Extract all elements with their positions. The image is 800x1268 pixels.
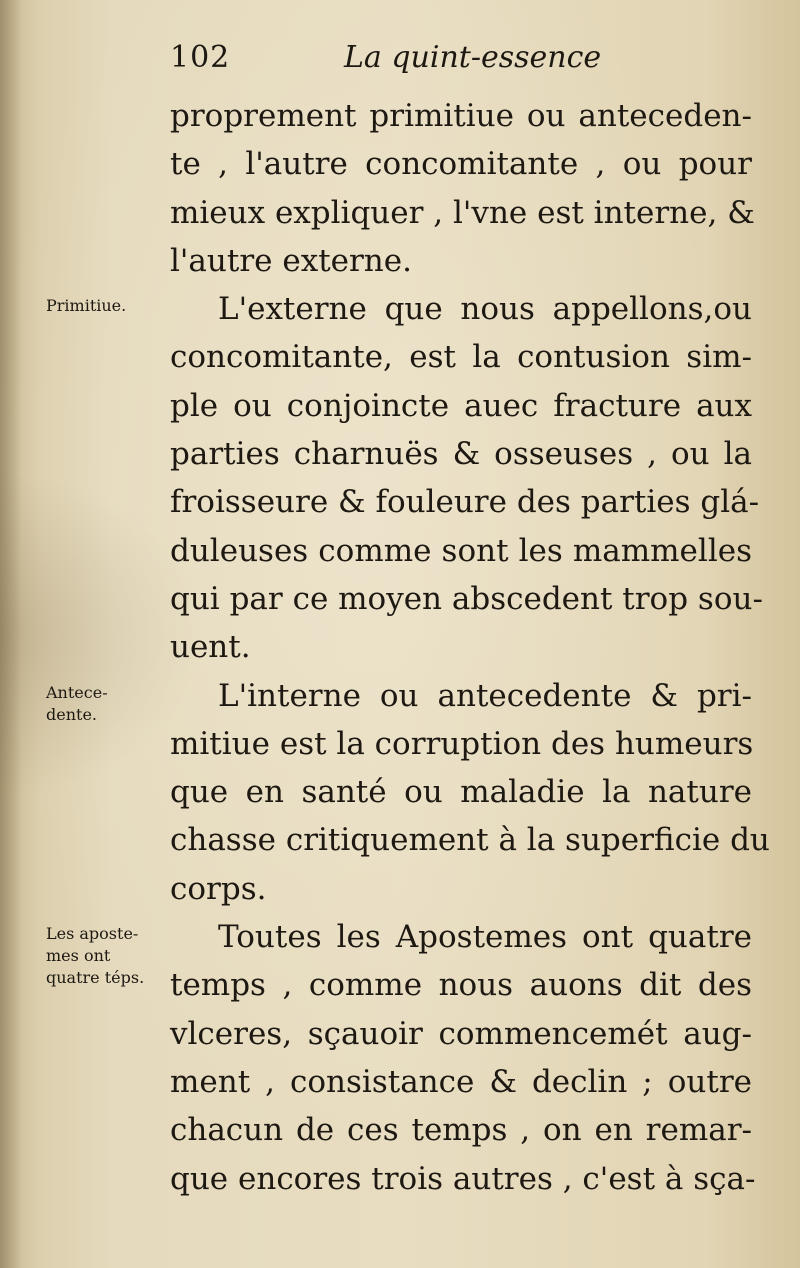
text-line: chasse critiquement à la superficie du (170, 822, 770, 859)
page-binding-shadow (0, 0, 22, 1268)
running-title: La quint-essence (344, 40, 602, 75)
body-text (170, 92, 770, 1203)
text-line: Toutes les Apostemes ont quatre (218, 919, 752, 956)
text-line: vlceres, sçauoir commencemét aug- (170, 1015, 752, 1052)
text-line: l'autre externe. (170, 242, 412, 279)
text-line: L'interne ou antecedente & pri- (218, 677, 752, 714)
text-line: que en santé ou maladie la nature (170, 774, 752, 811)
text-line: te , l'autre concomitante , ou pour (170, 146, 752, 183)
text-line: qui par ce moyen abscedent trop sou- (170, 580, 763, 617)
margin-note: Primitiue. (46, 296, 127, 316)
page-header (168, 40, 628, 88)
text-line: froisseure & fouleure des parties glá- (170, 484, 760, 521)
page-number: 102 (170, 40, 231, 75)
text-line: mitiue est la corruption des humeurs (170, 725, 754, 762)
text-line: parties charnuës & osseuses , ou la (170, 436, 752, 473)
text-line: ment , consistance & declin ; outre (170, 1063, 752, 1100)
text-line: proprement primitiue ou anteceden- (170, 98, 752, 134)
text-line: corps. (170, 870, 267, 907)
text-line: temps , comme nous auons dit des (170, 967, 752, 1004)
text-line: que encores trois autres , c'est à sça- (170, 1160, 756, 1197)
text-line: concomitante, est la contusion sim- (170, 339, 752, 376)
text-line: ple ou conjoincte auec fracture aux (170, 387, 752, 424)
text-line: uent. (170, 629, 251, 666)
text-line: L'externe que nous appellons,ou (218, 291, 752, 328)
margin-note: Antece- dente. (46, 682, 108, 724)
text-line: duleuses comme sont les mammelles (170, 532, 752, 569)
margin-note: Les aposte- mes ont quatre téps. (46, 924, 145, 988)
text-line: chacun de ces temps , on en remar- (170, 1112, 752, 1149)
text-line: mieux expliquer , l'vne est interne, & (170, 194, 755, 231)
